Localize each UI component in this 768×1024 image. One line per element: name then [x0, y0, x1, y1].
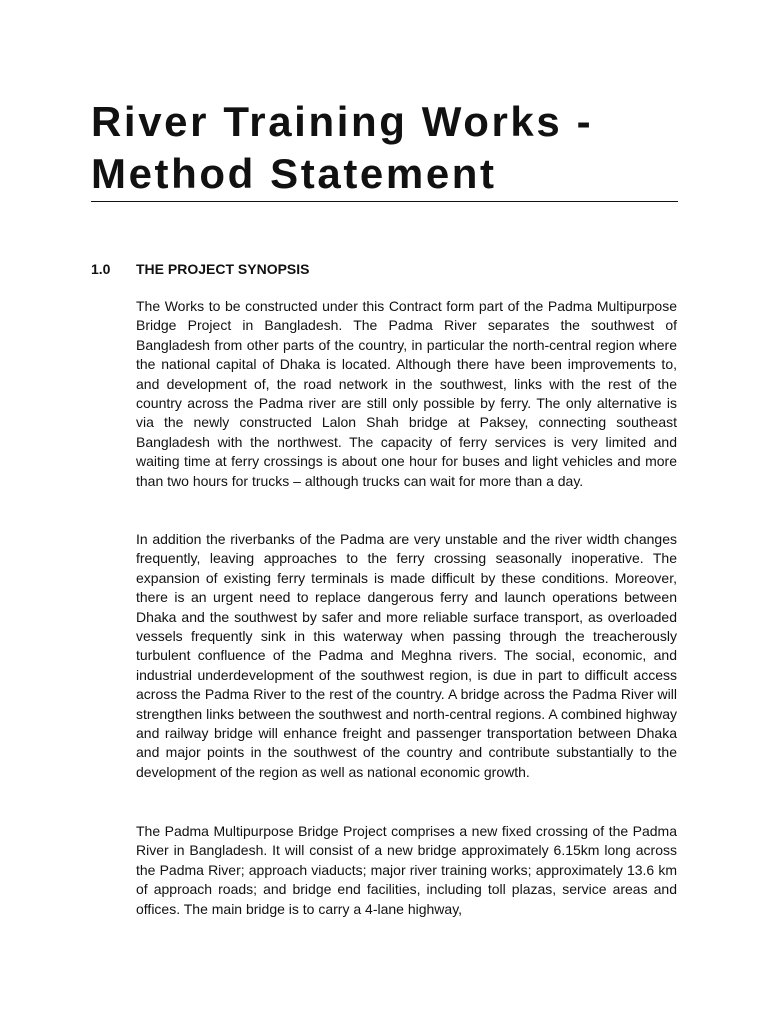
paragraph-3: The Padma Multipurpose Bridge Project comprises a new fixed crossing of the Padma River in Bangladesh. It will consist of a new bridge approximately 6.15km long across the Padma River; approach viaducts; major river training works; approximately 13.6 km of approach roads; and bridge end facilities, including toll plazas, service areas and offices. The main bridge is to carry a 4-lane highway,	[136, 823, 677, 917]
document-title-line-1: River Training Works -	[91, 98, 594, 145]
title-underline-rule	[91, 201, 678, 202]
section-heading	[91, 260, 309, 278]
section-number: 1.0	[91, 261, 111, 277]
document-title-line-2: Method Statement	[91, 150, 497, 197]
document-title	[91, 96, 691, 200]
paragraph-2: In addition the riverbanks of the Padma are very unstable and the river width changes frequently, leaving approaches to the ferry crossing seasonally inoperative. The expansion of existing ferry terminals is made difficult by these conditions. Moreover, there is an urgent need to replace dangerous ferry and launch operations between Dhaka and the southwest by safer and more reliable surface transport, as overloaded vessels frequently sink in this waterway when passing through the treacherously turbulent confluence of the Padma and Meghna rivers. The social, economic, and industrial underdevelopment of the southwest region, is due in part to difficult access across the Padma River to the rest of the country. A bridge across the Padma River will strengthen links between the southwest and north-central regions. A combined highway and railway bridge will enhance freight and passenger transportation between Dhaka and major points in the southwest of the country and contribute substantially to the development of the region as well as national economic growth.	[136, 531, 677, 780]
paragraph-1: The Works to be constructed under this Contract form part of the Padma Multipurpose Bridge Project in Bangladesh. The Padma River separates the southwest of Bangladesh from other parts of the country, in particular the north-central region where the national capital of Dhaka is located. Although there have been improvements to, and development of, the road network in the southwest, links with the rest of the country across the Padma river are still only possible by ferry. The only alternative is via the newly constructed Lalon Shah bridge at Paksey, connecting southeast Bangladesh with the northwest. The capacity of ferry services is very limited and waiting time at ferry crossings is about one hour for buses and light vehicles and more than two hours for trucks – although trucks can wait for more than a day.	[136, 298, 677, 489]
section-title: THE PROJECT SYNOPSIS	[136, 261, 310, 277]
